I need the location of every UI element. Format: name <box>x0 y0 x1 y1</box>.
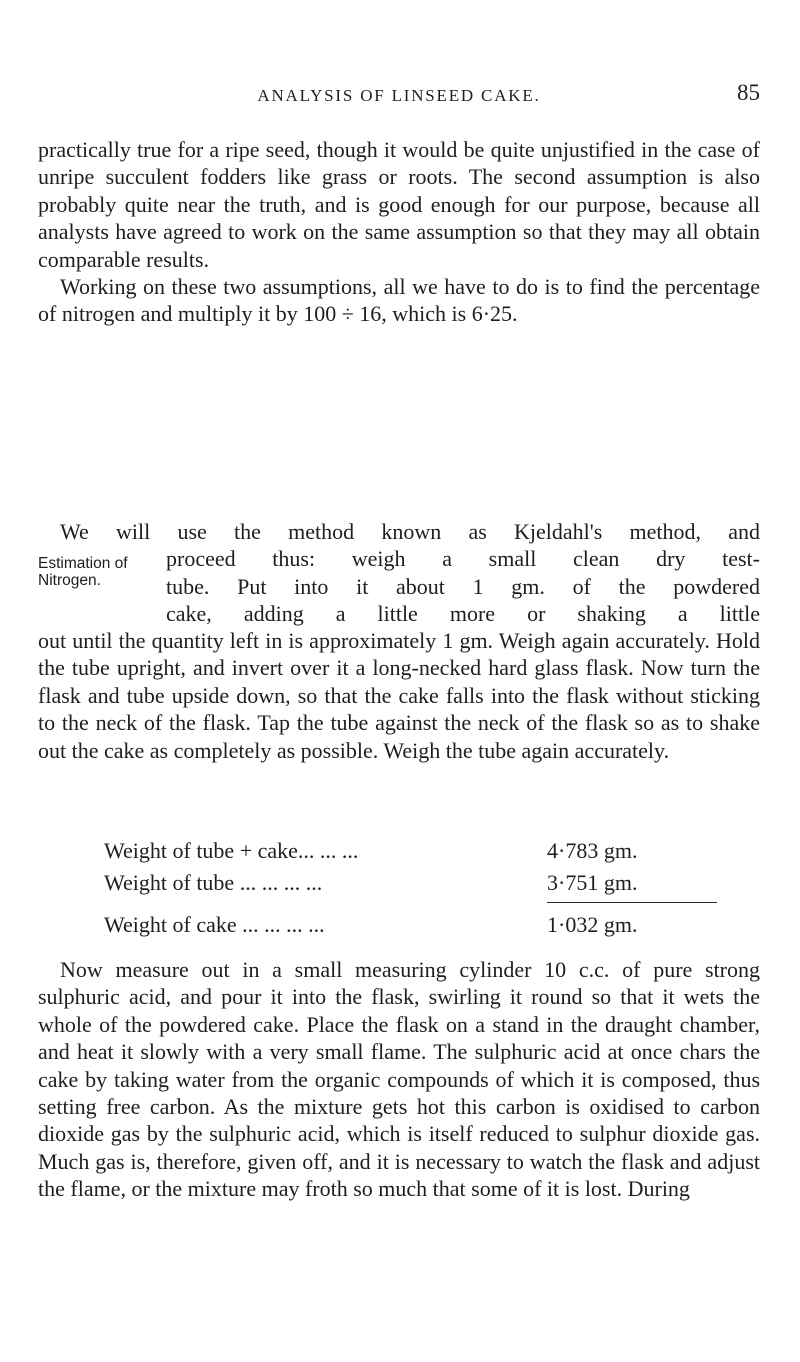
calc-label: Weight of tube + cake... ... ... <box>104 838 359 863</box>
calc-value: 3·751 gm. <box>547 870 638 895</box>
page-number: 85 <box>737 80 760 105</box>
margin-note-line: Estimation of <box>38 555 128 572</box>
margin-note-line: Nitrogen. <box>38 572 101 589</box>
calc-row-tube <box>104 870 754 902</box>
calc-label: Weight of cake ... ... ... ... <box>104 912 325 937</box>
paragraph-assumptions: practically true for a ripe seed, though it would be quite unjustified in the case of unripe succulent fodders like grass or roots. The second assumption is also probably quite near the truth, and is good enough for our purpose, because all analysts have agreed to work on the same assumption so that they may all obtain comparable results. <box>38 137 760 272</box>
inset-line: proceed thus: weigh a small clean dry test- <box>166 546 760 572</box>
margin-note-estimation-of-nitrogen <box>38 555 153 589</box>
subtraction-rule <box>547 902 717 903</box>
body-text-bottom <box>38 956 760 1203</box>
paragraph-procedure: out until the quantity left in is approximately 1 gm. Weigh again accurately. Hold the tube upright, and invert over it a long-necked hard glass flask. Now turn the flask and tube upside down, so that the cake falls into the flask without sticking to the neck of the flask. Tap the tube against the neck of the flask so as to shake out the cake as completely as possible. Weigh the tube again accurately. <box>38 628 760 763</box>
inset-line: We will use the method known as Kjeldahl's method, and <box>60 519 760 544</box>
calc-label: Weight of tube ... ... ... ... <box>104 870 323 895</box>
running-title: ANALYSIS OF LINSEED CAKE. <box>257 86 541 105</box>
calc-value: 4·783 gm. <box>547 838 638 863</box>
calc-row-cake <box>104 912 754 944</box>
calc-value: 1·032 gm. <box>547 912 638 937</box>
weighing-calculation <box>104 838 754 944</box>
calc-row-tube-plus-cake <box>104 838 754 870</box>
inset-line: cake, adding a little more or shaking a little <box>166 601 760 627</box>
body-text-procedure <box>38 627 760 764</box>
page-header <box>38 80 760 112</box>
inset-line: tube. Put into it about 1 gm. of the powdered <box>166 573 760 599</box>
paragraph-sulphuric-acid: Now measure out in a small measuring cylinder 10 c.c. of pure strong sulphuric acid, and pour it into the flask, swirling it round so that it wets the whole of the powdered cake. Place the flask on a stand in the draught chamber, and heat it slowly with a very small flame. The sulphuric acid at once chars the cake by taking water from the organic compounds of which it is composed, thus setting free carbon. As the mixture gets hot this carbon is oxidised to carbon dioxide gas by the sulphuric acid, which is itself reduced to sulphur dioxide gas. Much gas is, therefore, given off, and it is necessary to watch the flask and adjust the flame, or the mixture may froth so much that some of it is lost. During <box>38 957 760 1202</box>
body-text-top <box>38 136 760 328</box>
paragraph-working: Working on these two assumptions, all we have to do is to find the percentage of nitrogen and multiply it by 100 ÷ 16, which is 6·25. <box>38 274 760 327</box>
